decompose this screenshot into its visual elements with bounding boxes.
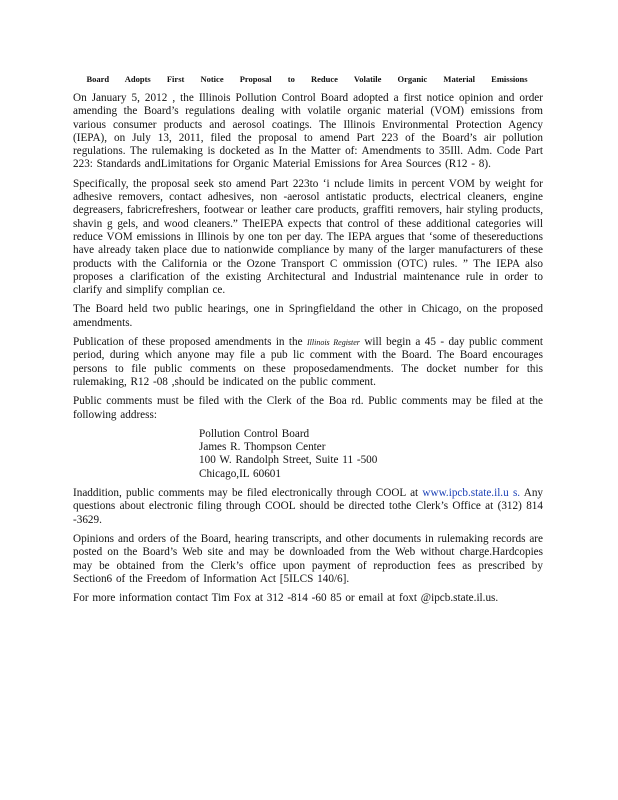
page-heading: Board Adopts First Notice Proposal to Reduce Volatile Organic Material Emissions — [86, 74, 528, 84]
paragraph-proposal-details: Specifically, the proposal seek sto amend Part 223to ‘i nclude limits in percent VOM by weight for adhesive removers, contact adhesives, non -aerosol antistatic products, electrical cleaners, engine degreasers, fabricrefreshers, footwear or leather care products, graffiti removers, hair styling products, shavin g gels, and wood cleaners.” TheIEPA expects that control of these additional categories will reduce VOM emissions in Illinois by one ton per day. The IEPA argues that ‘some of thesereductions have already taken place due to nationwide compliance by many of the larger manufacturers of these products with the California or the Ozone Transport C ommission (OTC) rules. ” The IEPA also proposes a clarification of the existing Architectural and Industrial maintenance rule in order to clarify and simplify complian ce. — [73, 177, 543, 297]
address-line: Chicago,IL 60601 — [199, 467, 281, 480]
paragraph-contact: For more information contact Tim Fox at 312 -814 -60 85 or email at foxt @ipcb.state.il.us. — [73, 592, 499, 605]
publication-text-before: Publication of these proposed amendments in the — [73, 336, 307, 349]
paragraph-hearings: The Board held two public hearings, one in Springfieldand the other in Chicago, on the proposed amendments. — [73, 303, 543, 329]
electronic-filing-text-after: Any questions about electronic filing through COOL should be directed tothe Clerk’s Office at (312) 814 -3629. — [73, 487, 544, 526]
address-line: James R. Thompson Center — [199, 441, 326, 454]
paragraph-comment-filing: Public comments must be filed with the Clerk of the Boa rd. Public comments may be filed at the following address: — [73, 395, 543, 421]
ipcb-website-link[interactable]: www.ipcb.state.il.u s. — [422, 487, 521, 500]
publication-text-after: will begin a 45 - day public comment period, during which anyone may file a pub lic comment with the Board. The Board encourages persons to file public comments on these proposedamendments. The docket number for this rulemaking, R12 -08 ,should be indicated on the public comment. — [73, 336, 543, 388]
paragraph-publication — [73, 336, 543, 389]
address-line: 100 W. Randolph Street, Suite 11 -500 — [199, 454, 378, 467]
paragraph-records: Opinions and orders of the Board, hearing transcripts, and other documents in rulemaking records are posted on the Board’s Web site and may be downloaded from the Web without charge.Hardcopies may be obtained from the Clerk’s office upon payment of reproduction fees as prescribed by Section6 of the Freedom of Information Act [5ILCS 140/6]. — [73, 532, 543, 585]
illinois-register-title: Illinois Register — [306, 338, 360, 348]
address-line: Pollution Control Board — [199, 427, 310, 440]
paragraph-electronic-filing — [73, 487, 543, 527]
document-body — [73, 92, 543, 611]
electronic-filing-text-before: Inaddition, public comments may be filed electronically through COOL at — [73, 487, 423, 500]
paragraph-adoption: On January 5, 2012 , the Illinois Pollution Control Board adopted a first notice opinion and order amending the Board’s regulations dealing with volatile organic material (VOM) emissions from various consumer products and aerosol coatings. The Illinois Environmental Protection Agency (IEPA), on July 13, 2011, filed the proposal to amend Part 223 of the Board’s air pollution regulations. The rulemaking is docketed as In the Matter of: Amendments to 35Ill. Adm. Code Part 223: Standards andLimitations for Organic Material Emissions for Area Sources (R12 - 8). — [73, 92, 543, 171]
mailing-address — [199, 428, 543, 481]
